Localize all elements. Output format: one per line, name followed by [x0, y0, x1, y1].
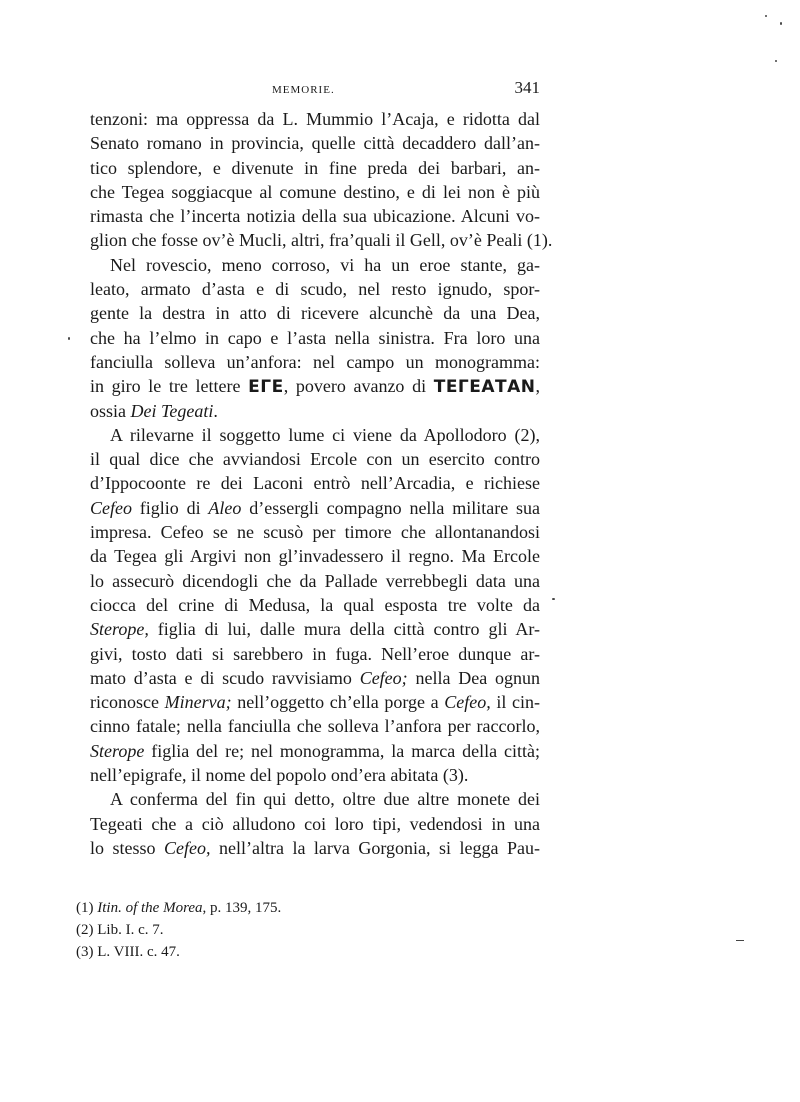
text-line	[90, 690, 540, 714]
text-segment: d’essergli compagno nella militare sua	[241, 497, 540, 518]
text-segment: mato d’asta e di scudo ravvisiamo	[90, 667, 360, 688]
text-line: d’Ippocoonte re dei Laconi entrò nell’Arcadia, e richiese	[90, 473, 540, 494]
text-segment: .	[213, 400, 218, 421]
text-line: Senato romano in provincia, quelle città decaddero dall’an-	[90, 133, 540, 154]
greek-inscription: ΤΕΓΕΑΤΑΝ	[433, 377, 536, 398]
text-segment: figlia di lui, dalle mura della città contro gli Ar-	[148, 619, 540, 640]
text-line: A conferma del fin qui detto, oltre due altre monete dei	[110, 789, 540, 810]
text-segment: lo stesso	[90, 837, 164, 858]
text-line: cinno fatale; nella fanciulla che solleva l’anfora per raccorlo,	[90, 716, 540, 737]
text-line: Tegeati che a ciò alludono coi loro tipi, vedendosi in una	[90, 813, 540, 834]
footnotes	[76, 897, 476, 963]
text-line: rimasta che l’incerta notizia della sua ubicazione. Alcuni vo-	[90, 206, 540, 227]
italic-text: Cefeo,	[444, 692, 491, 713]
text-line	[90, 496, 540, 520]
text-line: leato, armato d’asta e di scudo, nel resto ignudo, spor-	[90, 279, 540, 300]
footnote-title: Itin. of the Morea	[97, 900, 203, 916]
scan-speck	[68, 337, 70, 340]
text-segment: il cin-	[490, 692, 540, 713]
scan-speck	[552, 598, 555, 600]
italic-text: Aleo	[208, 497, 242, 518]
text-segment: ossia	[90, 400, 131, 421]
scan-speck	[780, 22, 782, 25]
text-line: fanciulla solleva un’anfora: nel campo un monogramma:	[90, 351, 540, 372]
text-line: lo assecurò dicendogli che da Pallade verrebbegli data una	[90, 570, 540, 591]
text-line: givi, tosto dati si sarebbero in fuga. Nell’eroe dunque ar-	[90, 643, 540, 664]
footnote-text: , p. 139, 175.	[202, 900, 282, 916]
text-line: che ha l’elmo in capo e l’asta nella sinistra. Fra loro una	[90, 327, 540, 348]
text-line: ciocca del crine di Medusa, la qual esposta tre volte da	[90, 594, 540, 615]
text-line: tenzoni: ma oppressa da L. Mummio l’Acaja, e ridotta dal	[90, 109, 540, 129]
body-text	[90, 107, 553, 860]
text-segment: figlio di	[132, 497, 209, 518]
text-line: nell’epigrafe, il nome del popolo ond’era abitata (3).	[90, 765, 469, 786]
text-segment: ,	[535, 376, 541, 397]
page-header	[90, 78, 540, 102]
text-line: il qual dice che avviandosi Ercole con un esercito contro	[90, 449, 540, 470]
text-line	[90, 836, 540, 860]
italic-text: Sterope,	[90, 619, 149, 640]
italic-text: Cefeo;	[359, 667, 408, 688]
text-line: che Tegea soggiacque al comune destino, e di lei non è più	[90, 181, 540, 202]
text-line: impresa. Cefeo se ne scusò per timore che allontanandosi	[90, 522, 540, 543]
footnote-number: (2)	[76, 922, 94, 938]
text-line	[90, 399, 540, 423]
text-segment: in giro le tre lettere	[90, 376, 249, 397]
text-line	[90, 739, 540, 763]
text-segment: nella Dea ognun	[407, 667, 540, 688]
footnote-text: L. VIII. c. 47.	[97, 944, 180, 960]
italic-text: Dei Tegeati	[130, 400, 214, 421]
text-segment: , povero avanzo di	[283, 376, 434, 397]
italic-text: Sterope	[90, 740, 145, 761]
footnote-number: (3)	[76, 944, 94, 960]
running-head: MEMORIE.	[272, 84, 335, 96]
italic-text: Minerva;	[164, 692, 232, 713]
scan-speck	[765, 15, 767, 17]
text-segment: nell’oggetto ch’ella porge a	[231, 692, 445, 713]
text-line	[90, 666, 540, 690]
italic-text: Cefeo,	[164, 837, 211, 858]
text-segment: figlia del re; nel monogramma, la marca della città;	[144, 740, 540, 761]
footnote-text: Lib. I. c. 7.	[97, 922, 164, 938]
text-segment: nell’altra la larva Gorgonia, si legga Pau-	[210, 837, 541, 858]
footnote	[76, 941, 476, 963]
text-line: da Tegea gli Argivi non gl’invadessero il regno. Ma Ercole	[90, 546, 540, 567]
footnote-number: (1)	[76, 900, 94, 916]
page-number: 341	[514, 78, 540, 97]
footnote	[76, 919, 476, 941]
italic-text: Cefeo	[90, 497, 132, 518]
text-line	[90, 374, 540, 398]
greek-inscription: ΕΓΕ	[248, 377, 284, 398]
footnote	[76, 897, 476, 919]
text-segment: riconosce	[90, 692, 165, 713]
scan-speck	[736, 940, 744, 941]
text-line: gente la destra in atto di ricevere alcunchè da una Dea,	[90, 303, 540, 324]
text-line: glion che fosse ov’è Mucli, altri, fra’quali il Gell, ov’è Peali (1).	[90, 230, 553, 251]
scan-speck	[775, 60, 777, 62]
text-line	[90, 617, 540, 641]
text-line: A rilevarne il soggetto lume ci viene da Apollodoro (2),	[110, 424, 540, 445]
text-line: Nel rovescio, meno corroso, vi ha un eroe stante, ga-	[110, 254, 540, 275]
text-line: tico splendore, e divenute in fine preda dei barbari, an-	[90, 157, 540, 178]
